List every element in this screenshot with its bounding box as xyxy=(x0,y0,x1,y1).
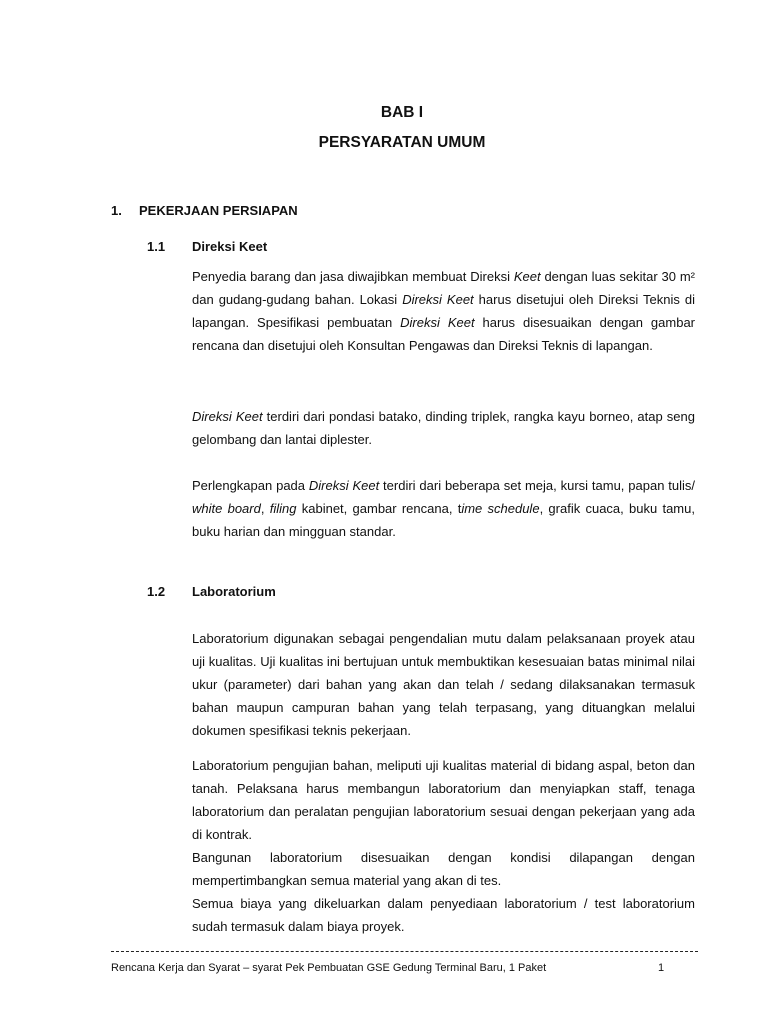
section-title: PEKERJAAN PERSIAPAN xyxy=(139,203,298,218)
paragraph-laboratorium-3: Bangunan laboratorium disesuaikan dengan kondisi dilapangan dengan mempertimbangkan semua material yang akan di tes. xyxy=(192,850,695,888)
chapter-title: PERSYARATAN UMUM xyxy=(318,134,486,151)
chapter-label: BAB I xyxy=(380,104,424,121)
paragraph-direksi-keet-1: Penyedia barang dan jasa diwajibkan membuat Direksi Keet dengan luas sekitar 30 m² dan gudang-gudang bahan. Lokasi Direksi Keet harus disetujui oleh Direksi Teknis di lapangan. Spesifikasi pembuatan Direksi Keet harus disesuaikan dengan gambar rencana dan disetujui oleh Konsultan Pengawas dan Direksi Teknis di lapangan. xyxy=(192,269,696,353)
footer-text: Rencana Kerja dan Syarat – syarat Pek Pembuatan GSE Gedung Terminal Baru, 1 Paket xyxy=(111,962,547,974)
paragraph-laboratorium-1: Laboratorium digunakan sebagai pengendalian mutu dalam pelaksanaan proyek atau uji kualitas. Uji kualitas ini bertujuan untuk membuktikan kesesuaian batas minimal nilai ukur (parameter) dari bahan yang akan dan telah / sedang dilaksanakan termasuk bahan maupun campuran bahan yang telah terpasang, yang dituangkan melalui dokumen spesifikasi teknis pekerjaan. xyxy=(192,631,695,738)
section-number: 1. xyxy=(111,203,122,218)
subsection-number: 1.1 xyxy=(147,239,166,254)
paragraph-direksi-keet-3: Perlengkapan pada Direksi Keet terdiri dari beberapa set meja, kursi tamu, papan tulis/ white board, filing kabinet, gambar rencana, time schedule, grafik cuaca, buku tamu, buku harian dan mingguan standar. xyxy=(192,478,696,539)
paragraph-laboratorium-2: Laboratorium pengujian bahan, meliputi uji kualitas material di bidang aspal, beton dan tanah. Pelaksana harus membangun laboratorium dan menyiapkan staff, tenaga laboratorium dan peralatan pengujian laboratorium sesuai dengan pekerjaan yang ada di kontrak. xyxy=(192,758,695,842)
paragraph-direksi-keet-2: Direksi Keet terdiri dari pondasi batako, dinding triplek, rangka kayu borneo, atap seng gelombang dan lantai diplester. xyxy=(192,409,695,447)
subsection-title: Direksi Keet xyxy=(192,239,268,254)
subsection-number: 1.2 xyxy=(147,584,166,599)
footer-divider xyxy=(111,951,698,952)
page-number: 1 xyxy=(658,962,665,974)
paragraph-laboratorium-4: Semua biaya yang dikeluarkan dalam penyediaan laboratorium / test laboratorium sudah termasuk dalam biaya proyek. xyxy=(192,896,695,934)
subsection-title: Laboratorium xyxy=(192,584,276,599)
